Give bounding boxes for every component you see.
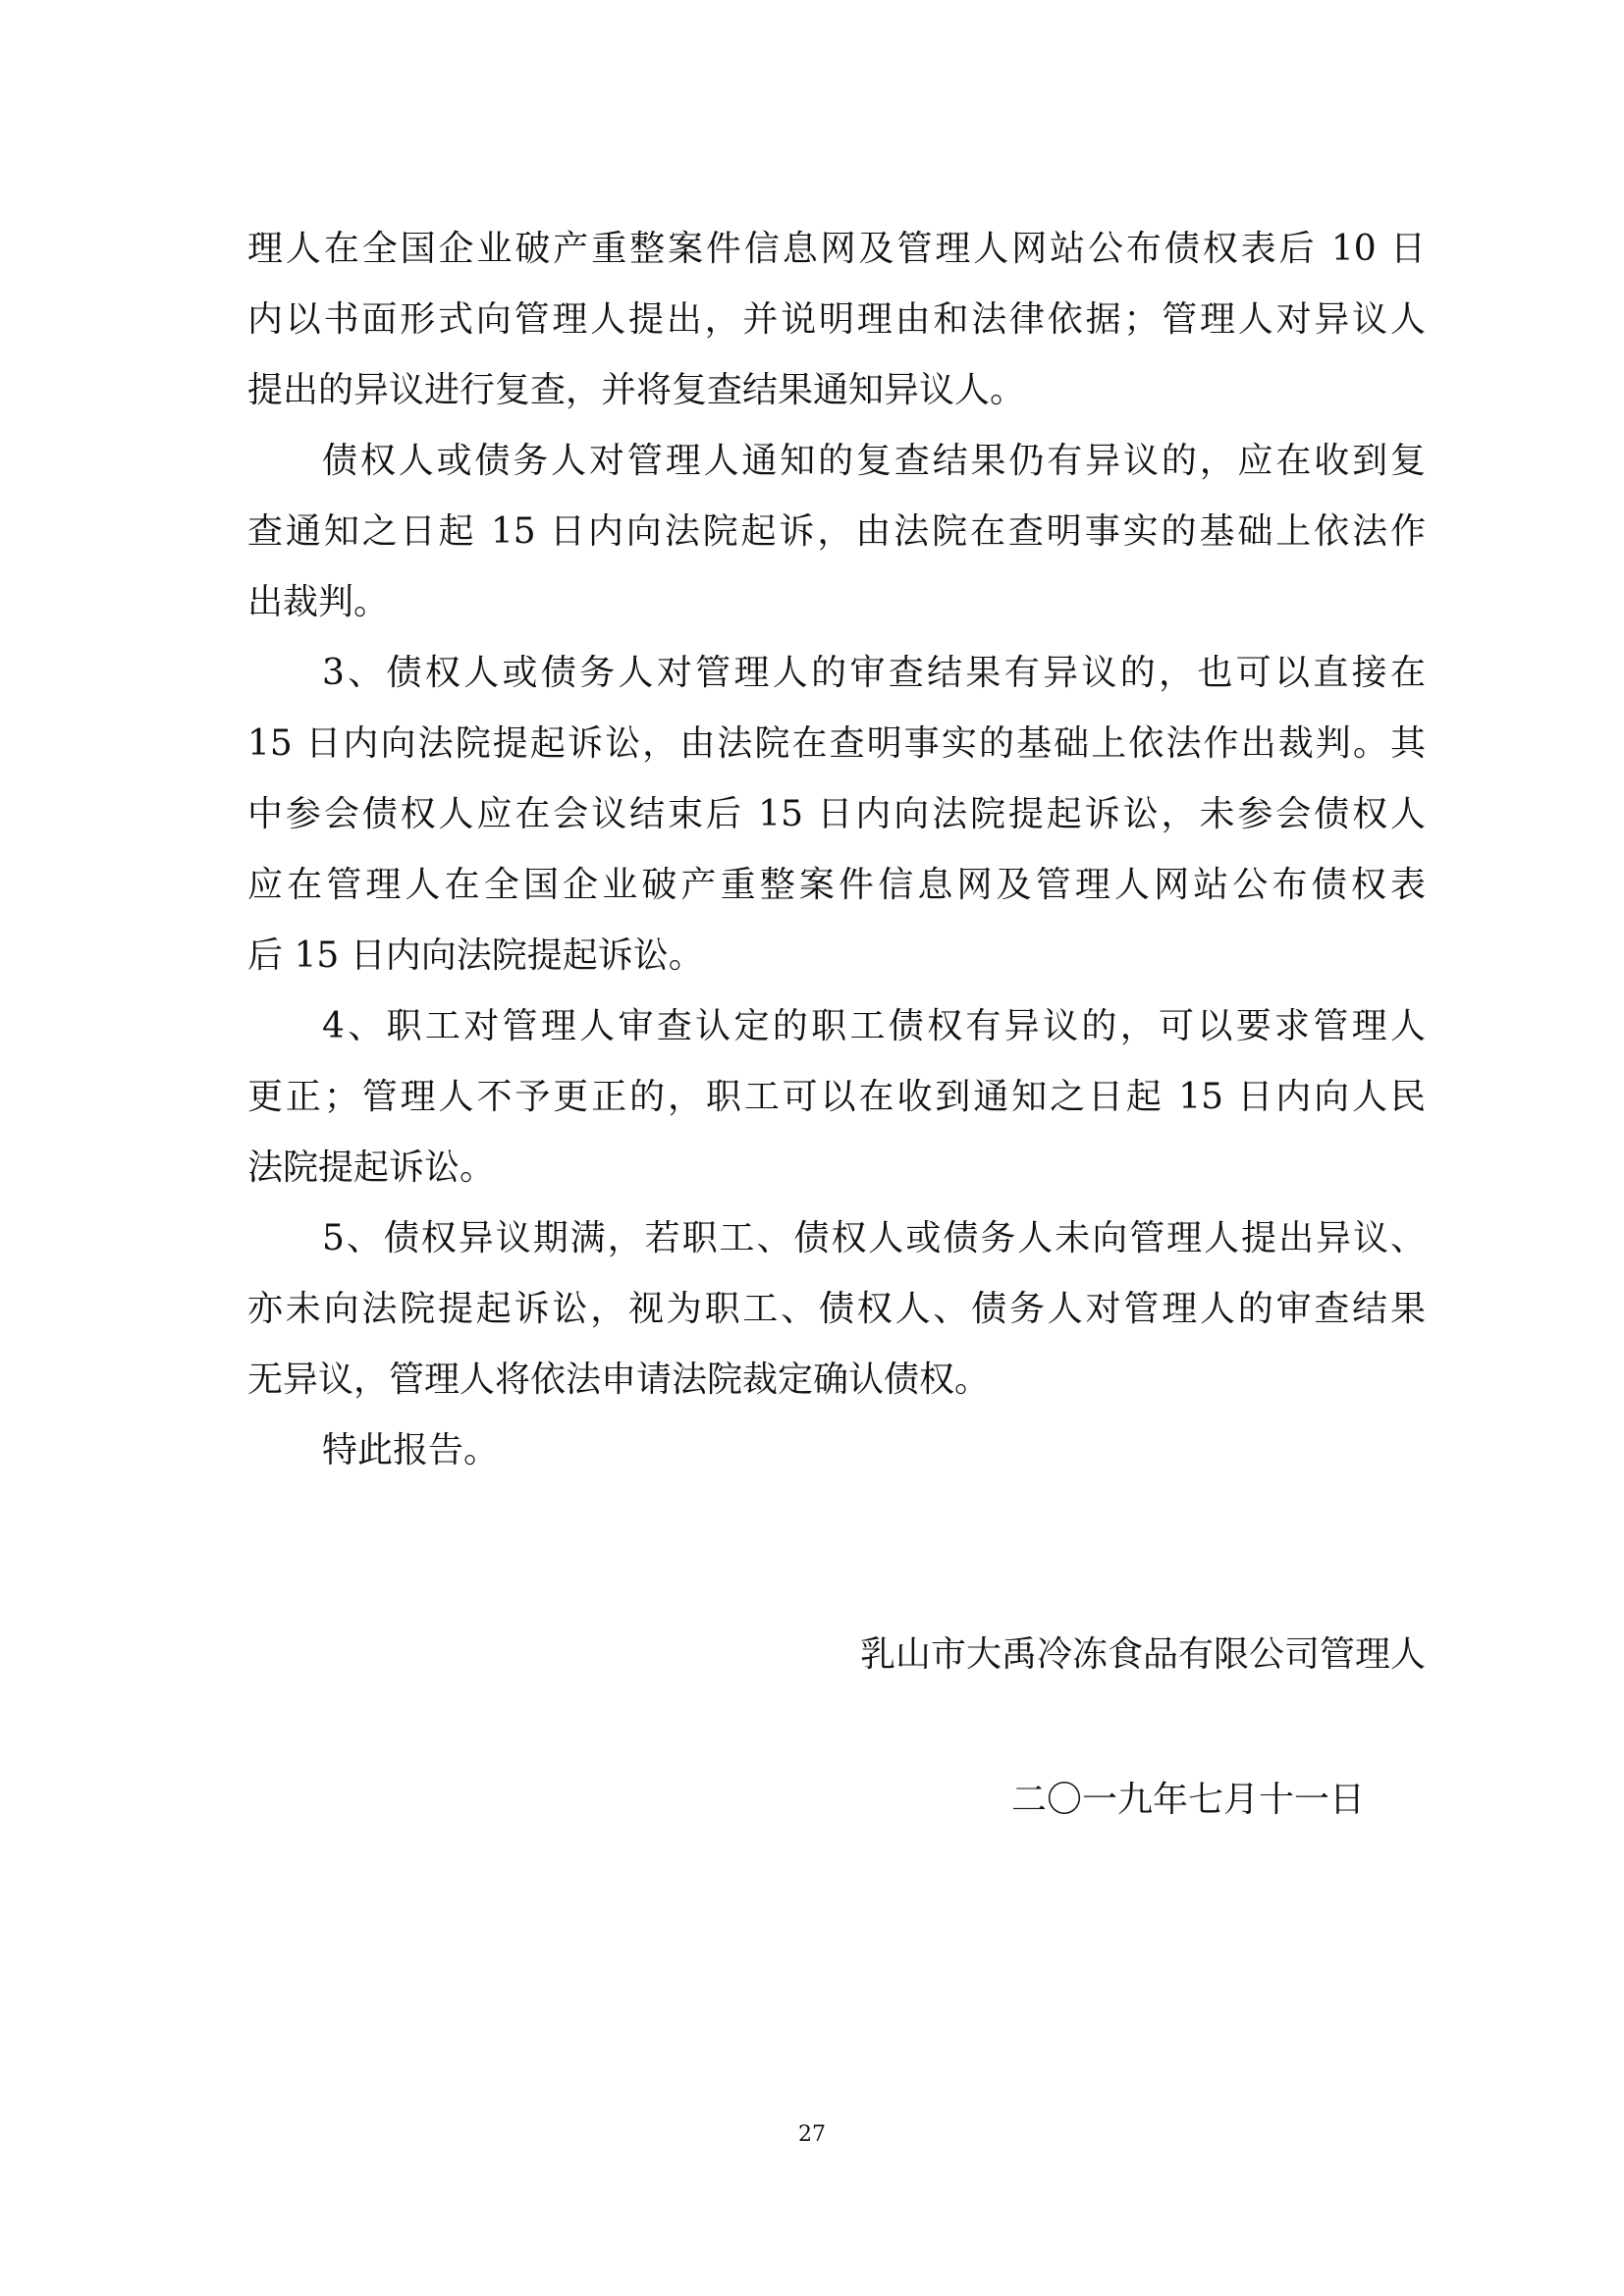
paragraph-3-line-4: 应在管理人在全国企业破产重整案件信息网及管理人网站公布债权表 [247, 865, 1426, 905]
closing-remark: 特此报告。 [322, 1430, 500, 1470]
paragraph-4-line-1: 4、职工对管理人审查认定的职工债权有异议的，可以要求管理人 [322, 1006, 1426, 1046]
paragraph-2-line-2: 查通知之日起 15 日内向法院起诉，由法院在查明事实的基础上依法作 [247, 511, 1426, 552]
paragraph-3-line-3: 中参会债权人应在会议结束后 15 日内向法院提起诉讼，未参会债权人 [247, 794, 1426, 834]
paragraph-1-line-3: 提出的异议进行复查，并将复查结果通知异议人。 [247, 370, 1026, 410]
paragraph-4-line-3: 法院提起诉讼。 [247, 1148, 496, 1188]
paragraph-3-line-2: 15 日内向法院提起诉讼，由法院在查明事实的基础上依法作出裁判。其 [247, 723, 1426, 764]
signatory-organization: 乳山市大禹冷冻食品有限公司管理人 [859, 1634, 1426, 1675]
paragraph-1-line-1: 理人在全国企业破产重整案件信息网及管理人网站公布债权表后 10 日 [247, 229, 1426, 269]
paragraph-5-line-2: 亦未向法院提起诉讼，视为职工、债权人、债务人对管理人的审查结果 [247, 1289, 1426, 1329]
paragraph-5-line-1: 5、债权异议期满，若职工、债权人或债务人未向管理人提出异议、 [322, 1218, 1426, 1258]
document-body [247, 214, 1426, 1486]
paragraph-2-line-3: 出裁判。 [247, 582, 390, 622]
paragraph-1-line-2: 内以书面形式向管理人提出，并说明理由和法律依据；管理人对异议人 [247, 299, 1426, 340]
paragraph-2-line-1: 债权人或债务人对管理人通知的复查结果仍有异议的，应在收到复 [322, 441, 1426, 481]
paragraph-5-line-3: 无异议，管理人将依法申请法院裁定确认债权。 [247, 1360, 991, 1400]
paragraph-4-line-2: 更正；管理人不予更正的，职工可以在收到通知之日起 15 日内向人民 [247, 1077, 1426, 1117]
paragraph-3-line-1: 3、债权人或债务人对管理人的审查结果有异议的，也可以直接在 [322, 653, 1426, 693]
document-date: 二〇一九年七月十一日 [1010, 1780, 1365, 1820]
paragraph-3-line-5: 后 15 日内向法院提起诉讼。 [247, 935, 704, 976]
page-number: 27 [798, 2122, 826, 2147]
